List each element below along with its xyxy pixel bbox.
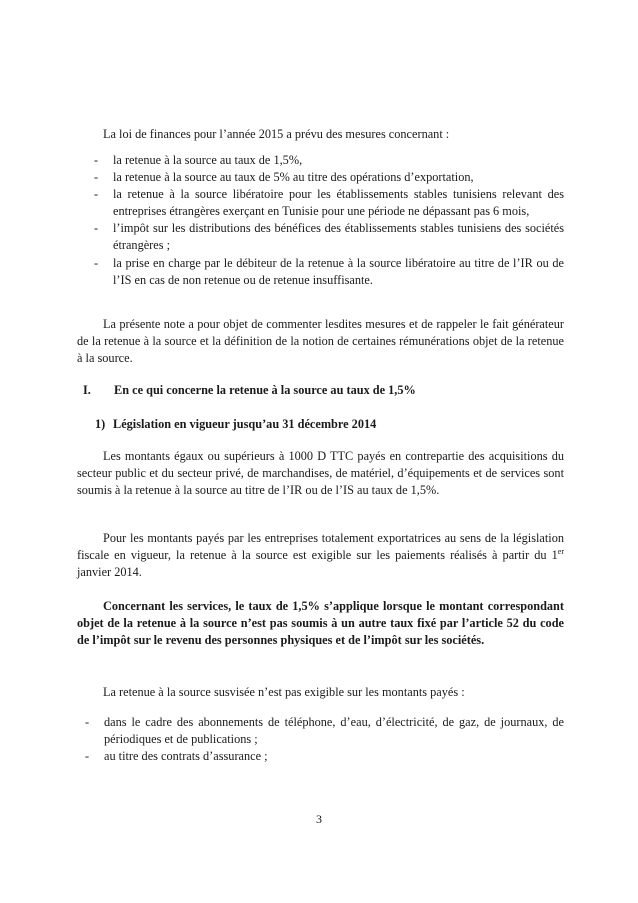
list-item: - la retenue à la source libératoire pour les établissements stables tunisiens relevant des entreprises étrangères exerçant en Tunisie pour une période ne dépassant pas 6 mois, — [94, 187, 564, 219]
ordinal-superscript: er — [557, 547, 564, 556]
section-title: En ce qui concerne la retenue à la source au taux de 1,5% — [114, 383, 416, 397]
subsection-number: 1) — [95, 417, 106, 431]
subsection-heading — [95, 416, 376, 433]
exigible-paragraph: La retenue à la source susvisée n’est pas exigible sur les montants payés : — [103, 685, 465, 699]
dash-mark: - — [94, 170, 99, 185]
measures-list — [86, 152, 564, 289]
dash-mark: - — [94, 255, 99, 270]
list-item: - la retenue à la source au taux de 1,5%, — [86, 152, 564, 169]
page-number: 3 — [316, 812, 322, 826]
dash-mark: - — [85, 715, 90, 729]
dash-mark: - — [94, 187, 99, 202]
list-item: - au titre des contrats d’assurance ; — [77, 748, 564, 765]
list-item: - la retenue à la source au taux de 5% au titre des opérations d’exportation, — [86, 169, 564, 186]
section-number: I. — [83, 383, 91, 397]
export-paragraph: Pour les montants payés par les entreprises totalement exportatrices au sens de la législation fiscale en vigueur, la retenue à la source est exigible sur les paiements réalisés à partir du 1er janvier 2014. — [77, 531, 564, 580]
montants-paragraph: Les montants égaux ou supérieurs à 1000 D TTC payés en contrepartie des acquisitions du secteur public et du secteur privé, de marchandises, de matériel, d’équipements et de services sont soumis à la retenue à la source au titre de l’IR ou de l’IS au taux de 1,5%. — [77, 449, 564, 498]
exclusions-list — [77, 714, 564, 765]
section-heading — [83, 382, 416, 399]
list-item: - l’impôt sur les distributions des bénéfices des établissements stables tunisiens des sociétés étrangères ; — [94, 221, 564, 253]
services-paragraph: Concernant les services, le taux de 1,5% s’applique lorsque le montant correspondant objet de la retenue à la source n’est pas soumis à un autre taux fixé par l’article 52 du code de l’impôt sur le revenu des personnes physiques et de l’impôt sur les sociétés. — [77, 599, 564, 648]
list-item: - dans le cadre des abonnements de téléphone, d’eau, d’électricité, de gaz, de journaux, de périodiques et de publications ; — [85, 715, 564, 747]
purpose-paragraph: La présente note a pour objet de commenter lesdites mesures et de rappeler le fait générateur de la retenue à la source et la définition de la notion de certaines rémunérations objet de la retenue à la source. — [77, 317, 564, 366]
list-item: - la prise en charge par le débiteur de la retenue à la source libératoire au titre de l’IR ou de l’IS en cas de non retenue ou de retenue insuffisante. — [94, 255, 564, 287]
subsection-title: Législation en vigueur jusqu’au 31 décembre 2014 — [113, 417, 377, 431]
intro-paragraph: La loi de finances pour l’année 2015 a prévu des mesures concernant : — [103, 127, 450, 141]
dash-mark: - — [94, 221, 99, 236]
dash-mark: - — [94, 153, 99, 167]
dash-mark: - — [85, 749, 90, 764]
